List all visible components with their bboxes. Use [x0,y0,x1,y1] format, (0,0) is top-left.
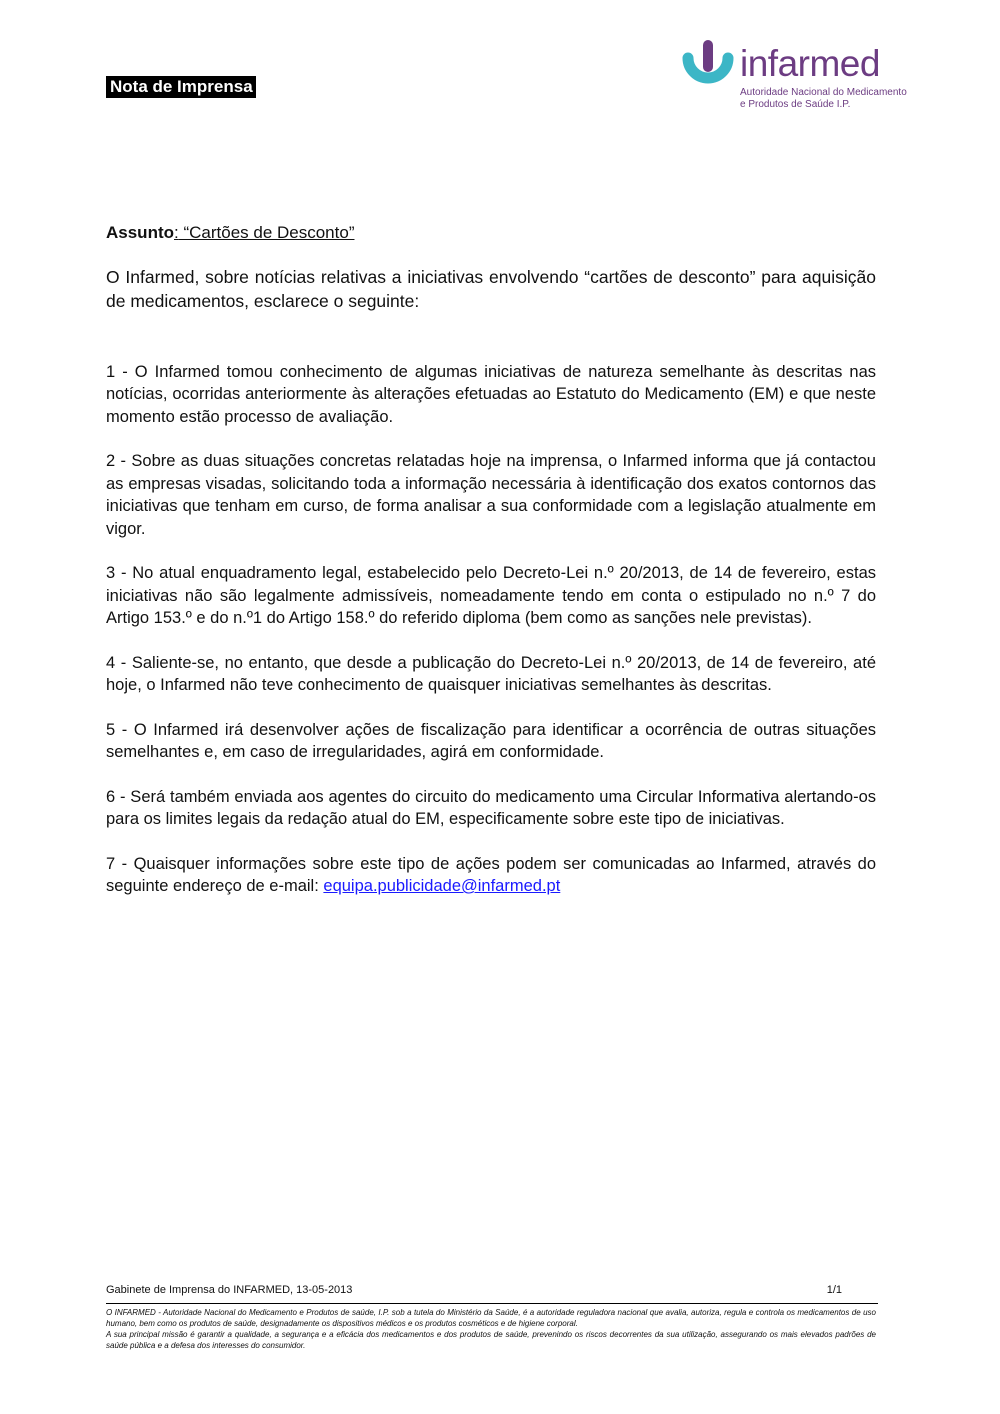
footer [106,1283,842,1297]
footer-office-date: Gabinete de Imprensa do INFARMED, 13-05-2013 [106,1284,353,1296]
email-link[interactable]: equipa.publicidade@infarmed.pt [323,877,561,895]
logo-subtitle [740,87,907,111]
subject-line [106,222,876,245]
paragraph-5: 5 - O Infarmed irá desenvolver ações de fiscalização para identificar a ocorrência de outras situações semelhantes e, em caso de irregularidades, agirá em conformidade. [106,720,876,761]
subject-separator: : [174,223,179,242]
disclaimer-paragraph-1: O INFARMED - Autoridade Nacional do Medicamento e Produtos de saúde, I.P. sob a tutela do Ministério da Saúde, é a autoridade reguladora nacional que avalia, autoriza, regula e controla os medicamentos de uso humano, bem como os produtos de saúde, designadamente os dispositivos médicos e os produtos cosméticos e de higiene corporal. [106,1308,876,1328]
paragraph-1: 1 - O Infarmed tomou conhecimento de algumas iniciativas de natureza semelhante às descritas nas notícias, ocorridas anteriormente às alterações efetuadas ao Estatuto do Medicamento (EM) e que neste momento estão processo de avaliação. [106,362,876,426]
paragraph-7 [106,853,876,898]
logo-subtitle-line-2: e Produtos de Saúde I.P. [740,99,851,110]
subject-label: Assunto [106,223,174,242]
logo-subtitle-line-1: Autoridade Nacional do Medicamento [740,87,907,98]
paragraph-4: 4 - Saliente-se, no entanto, que desde a publicação do Decreto-Lei n.º 20/2013, de 14 de fevereiro, até hoje, o Infarmed não teve conhecimento de quaisquer iniciativas semelhantes às descritas. [106,653,876,694]
footer-divider [106,1303,878,1304]
paragraph-3: 3 - No atual enquadramento legal, estabelecido pelo Decreto-Lei n.º 20/2013, de 14 de fevereiro, estas iniciativas não são legalmente admissíveis, nomeadamente tendo em conta o estipulado no n.º 7 do Artigo 153.º e do n.º1 do Artigo 158.º do referido diploma (bem como as sanções nele previstas). [106,564,876,627]
paragraph-2: 2 - Sobre as duas situações concretas relatadas hoje na imprensa, o Infarmed informa que já contactou as empresas visadas, solicitando toda a informação necessária à identificação dos exatos contornos das iniciativas que tenham em curso, de forma analisar a sua conformidade com a legislação atualmente em vigor. [106,452,876,538]
disclaimer-paragraph-2: A sua principal missão é garantir a qualidade, a segurança e a eficácia dos medicamentos e dos produtos de saúde, prevenindo os riscos decorrentes da sua utilização, assegurando os mais elevados padrões de saúde pública e a defesa dos interesses do consumidor. [106,1330,876,1350]
press-note-label: Nota de Imprensa [106,76,256,98]
infarmed-logo [680,40,907,115]
footer-disclaimer [106,1307,876,1351]
infarmed-logo-icon [680,40,736,96]
paragraph-6: 6 - Será também enviada aos agentes do circuito do medicamento uma Circular Informativa alertando-os para os limites legais da redação atual do EM, especificamente sobre este tipo de iniciativas. [106,787,876,828]
logo-wordmark: infarmed [740,43,880,84]
subject-title: “Cartões de Desconto” [178,223,355,242]
document-body [106,222,876,920]
paragraph-7-text: 7 - Quaisquer informações sobre este tipo de ações podem ser comunicadas ao Infarmed, através do seguinte endereço de e-mail: [106,854,876,895]
page-number: 1/1 [826,1284,842,1296]
intro-paragraph: O Infarmed, sobre notícias relativas a iniciativas envolvendo “cartões de desconto” para aquisição de medicamentos, esclarece o seguinte: [106,266,876,311]
